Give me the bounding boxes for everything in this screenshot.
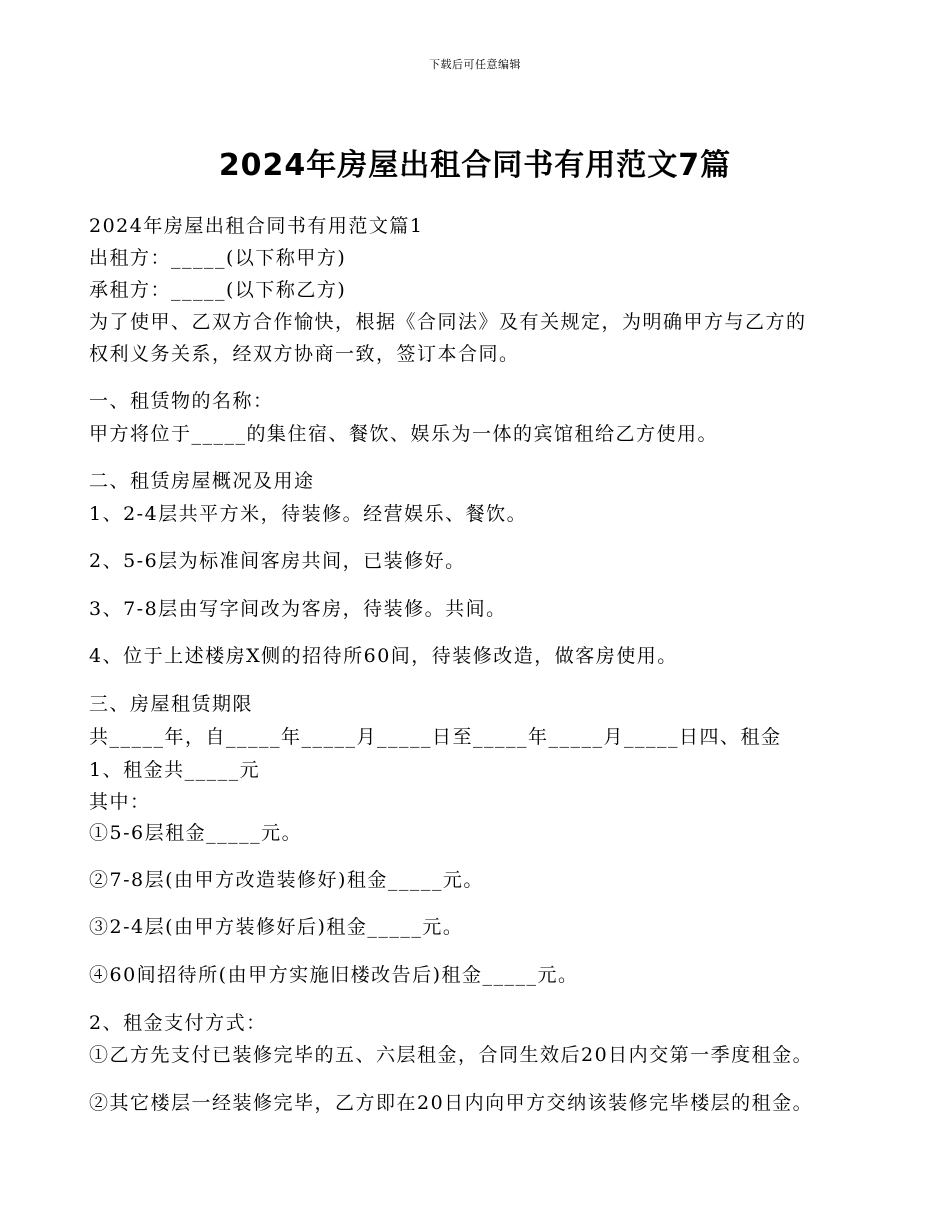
payment-method-heading: 2、租金支付方式：: [89, 1012, 267, 1034]
payment-method-2: ②其它楼层一经装修完毕，乙方即在20日内向甲方交纳该装修完毕楼层的租金。: [89, 1092, 814, 1114]
clause-heading-1: 一、租赁物的名称：: [89, 390, 274, 412]
rent-item-3: ③2-4层(由甲方装修好后)租金_____元。: [89, 916, 464, 938]
preamble-line-1: 为了使甲、乙双方合作愉快，根据《合同法》及有关规定，为明确甲方与乙方的: [89, 311, 807, 333]
document-title: 2024年房屋出租合同书有用范文7篇: [218, 148, 732, 183]
clause-2-item-2: 2、5-6层为标准间客房共间，已装修好。: [89, 550, 466, 572]
rent-item-4: ④60间招待所(由甲方实施旧楼改告后)租金_____元。: [89, 964, 579, 986]
clause-2-item-4: 4、位于上述楼房X侧的招待所60间，待装修改造，做客房使用。: [89, 645, 678, 667]
clause-2-item-3: 3、7-8层由写字间改为客房，待装修。共间。: [89, 598, 507, 620]
rent-item-1: ①5-6层租金_____元。: [89, 822, 303, 844]
clause-2-item-1: 1、2-4层共平方米，待装修。经营娱乐、餐饮。: [89, 503, 528, 525]
clause-1-text: 甲方将位于_____的集住宿、餐饮、娱乐为一体的宾馆租给乙方使用。: [89, 423, 719, 445]
rent-total-line: 1、租金共_____元: [89, 759, 261, 781]
section-heading: 2024年房屋出租合同书有用范文篇1: [89, 215, 424, 237]
clause-heading-3: 三、房屋租赁期限: [89, 693, 254, 715]
clause-heading-2: 二、租赁房屋概况及用途: [89, 470, 315, 492]
payment-method-1: ①乙方先支付已装修完毕的五、六层租金，合同生效后20日内交第一季度租金。: [89, 1044, 814, 1066]
term-line: 共_____年，自_____年_____月_____日至_____年_____月_____日四、租金: [89, 726, 782, 748]
preamble-line-2: 权利义务关系，经双方协商一致，签订本合同。: [89, 343, 520, 365]
header-note: 下载后可任意编辑: [429, 58, 521, 71]
lessor-line: 出租方：_____(以下称甲方): [89, 247, 347, 269]
rent-breakdown-label: 其中：: [89, 791, 151, 813]
lessee-line: 承租方：_____(以下称乙方): [89, 279, 347, 301]
rent-item-2: ②7-8层(由甲方改造装修好)租金_____元。: [89, 869, 484, 891]
